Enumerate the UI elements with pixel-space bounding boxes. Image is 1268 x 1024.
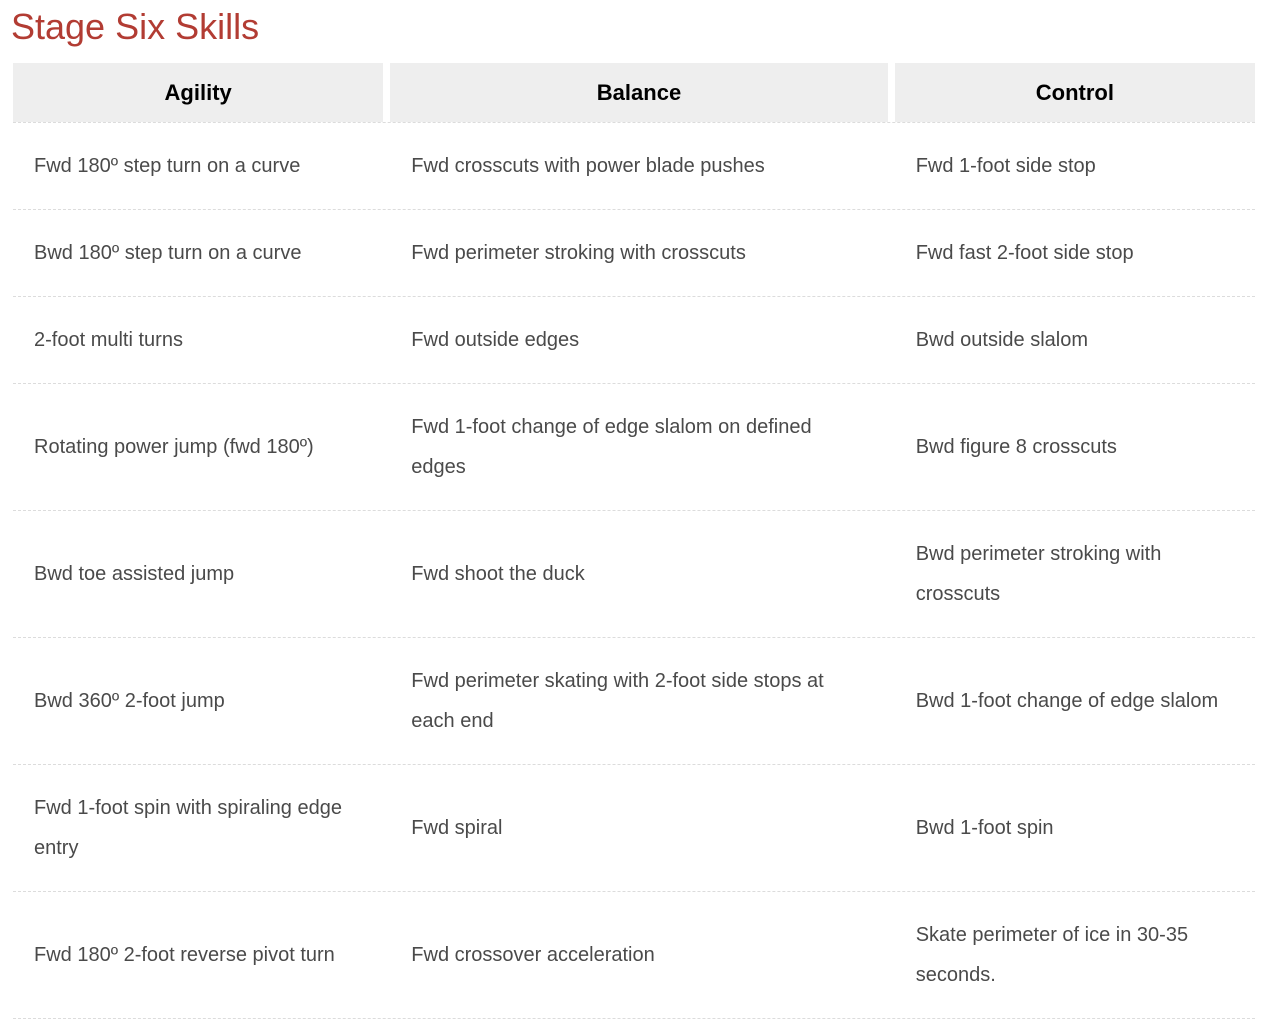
table-cell bbox=[895, 384, 1255, 510]
column-header-balance: Balance bbox=[390, 63, 887, 122]
skill-text: Fwd crossover acceleration bbox=[411, 944, 655, 967]
skill-text: Bwd 1-foot change of edge slalom bbox=[915, 690, 1219, 713]
table-cell bbox=[390, 123, 887, 209]
table-cell bbox=[390, 892, 887, 1018]
table-cell bbox=[13, 297, 383, 383]
skill-text: 2-foot multi turns bbox=[34, 329, 183, 352]
table-cell bbox=[390, 511, 887, 637]
table-row bbox=[13, 892, 1255, 1019]
skill-text: Fwd 180º 2-foot reverse pivot turn bbox=[34, 944, 335, 967]
table-cell bbox=[390, 384, 887, 510]
skill-text: Bwd 180º step turn on a curve bbox=[34, 242, 302, 265]
table-cell bbox=[390, 638, 887, 764]
skill-text: Fwd 180º step turn on a curve bbox=[34, 155, 301, 178]
skill-text: Fwd spiral bbox=[411, 817, 503, 840]
skill-text: Bwd 360º 2-foot jump bbox=[34, 690, 225, 713]
table-cell bbox=[895, 297, 1255, 383]
table-cell bbox=[13, 638, 383, 764]
skill-text: Rotating power jump (fwd 180º) bbox=[34, 436, 314, 459]
table-cell bbox=[390, 765, 887, 891]
column-header-control: Control bbox=[895, 63, 1255, 122]
skill-text: Fwd outside edges bbox=[411, 329, 580, 352]
skill-text: Fwd perimeter stroking with crosscuts bbox=[411, 242, 746, 265]
table-row bbox=[13, 765, 1255, 892]
table-row bbox=[13, 123, 1255, 210]
page-title: Stage Six Skills bbox=[11, 6, 260, 47]
skill-text: Bwd toe assisted jump bbox=[34, 563, 235, 586]
table-row bbox=[13, 210, 1255, 297]
skill-text: Fwd shoot the duck bbox=[411, 563, 585, 586]
skill-text: Fwd 1-foot change of edge slalom on defined edges bbox=[411, 416, 812, 479]
table-cell bbox=[895, 638, 1255, 764]
skill-text: Bwd outside slalom bbox=[915, 329, 1089, 352]
table-cell bbox=[13, 511, 383, 637]
table-cell bbox=[390, 297, 887, 383]
table-cell bbox=[895, 892, 1255, 1018]
table-cell bbox=[895, 511, 1255, 637]
table-row bbox=[13, 511, 1255, 638]
table-row bbox=[13, 384, 1255, 511]
table-cell bbox=[13, 765, 383, 891]
table-cell bbox=[895, 210, 1255, 296]
skill-text: Bwd perimeter stroking with crosscuts bbox=[915, 543, 1162, 606]
skill-text: Fwd crosscuts with power blade pushes bbox=[411, 155, 765, 178]
skill-text: Fwd perimeter skating with 2-foot side stops at each end bbox=[411, 670, 824, 733]
table-cell bbox=[895, 765, 1255, 891]
skill-text: Fwd 1-foot spin with spiraling edge entry bbox=[34, 797, 342, 860]
skills-table bbox=[13, 63, 1255, 1019]
table-cell bbox=[13, 210, 383, 296]
skill-text: Skate perimeter of ice in 30-35 seconds. bbox=[915, 924, 1189, 987]
table-cell bbox=[895, 123, 1255, 209]
table-row bbox=[13, 638, 1255, 765]
column-header-agility: Agility bbox=[13, 63, 383, 122]
skill-text: Bwd figure 8 crosscuts bbox=[915, 436, 1117, 459]
table-cell bbox=[13, 384, 383, 510]
table-cell bbox=[390, 210, 887, 296]
table-cell bbox=[13, 892, 383, 1018]
table-body bbox=[13, 123, 1255, 1019]
skill-text: Fwd fast 2-foot side stop bbox=[915, 242, 1134, 265]
table-header-row bbox=[13, 63, 1255, 123]
table-cell bbox=[13, 123, 383, 209]
table-row bbox=[13, 297, 1255, 384]
skill-text: Fwd 1-foot side stop bbox=[915, 155, 1096, 178]
skill-text: Bwd 1-foot spin bbox=[915, 817, 1054, 840]
